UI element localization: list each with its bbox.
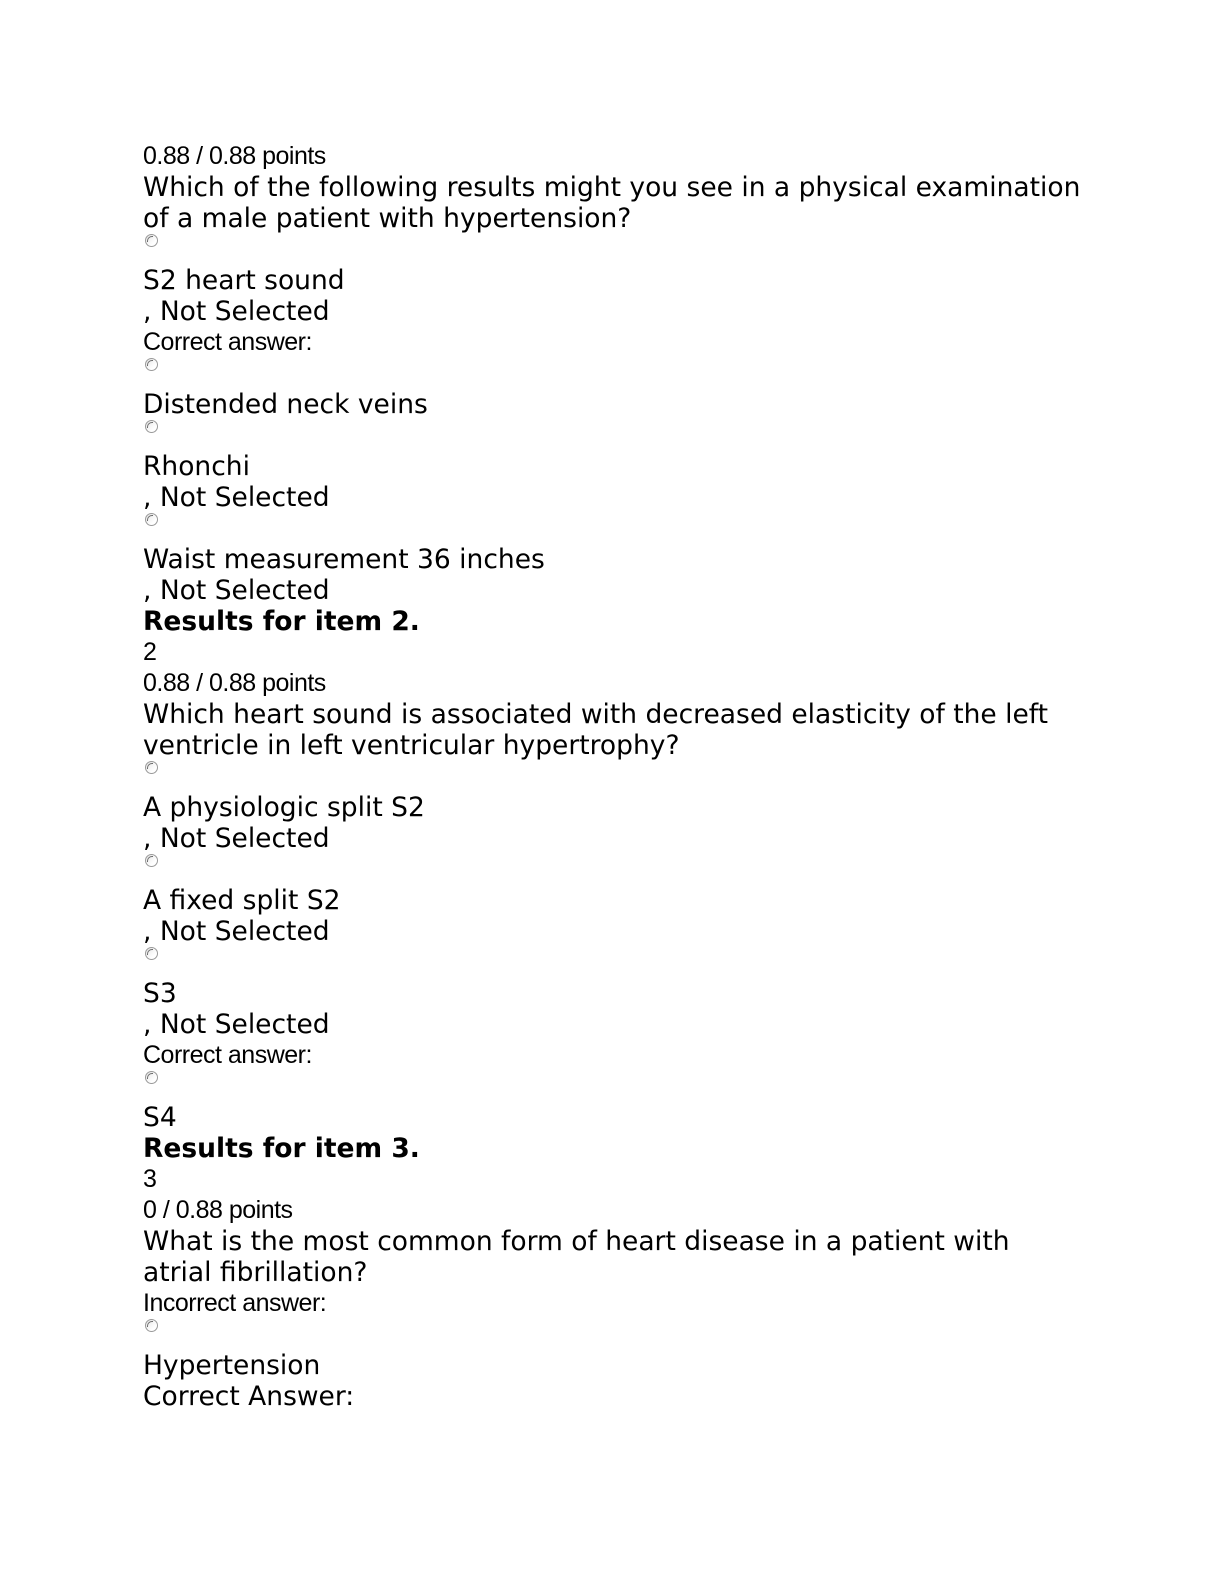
answer-radio-row <box>143 513 1103 544</box>
answer-radio-row <box>143 358 1103 389</box>
option-label: Hypertension <box>143 1350 321 1381</box>
radio-button-icon[interactable] <box>145 1071 158 1084</box>
option-status: , Not Selected <box>143 916 330 947</box>
item-3-question: What is the most common form of heart disease in a patient with atrial fibrillation? <box>143 1226 1010 1288</box>
option-label: Waist measurement 36 inches <box>143 544 545 575</box>
item-2-points: 0.88 / 0.88 points <box>143 669 326 697</box>
item-2-question: Which heart sound is associated with decreased elasticity of the left ventricle in left ventricular hypertrophy? <box>143 699 1049 761</box>
answer-radio-row <box>143 947 1103 978</box>
radio-button-icon[interactable] <box>145 947 158 960</box>
correct-answer-label: Correct answer: <box>143 1041 312 1069</box>
option-status: , Not Selected <box>143 575 330 606</box>
radio-button-icon[interactable] <box>145 513 158 526</box>
radio-button-icon[interactable] <box>145 420 158 433</box>
item-number: 2 <box>143 638 157 666</box>
item-2 <box>143 606 1103 1133</box>
results-heading: Results for item 3. <box>143 1133 420 1164</box>
answer-radio-row <box>143 420 1103 451</box>
item-3 <box>143 1133 1103 1412</box>
radio-button-icon[interactable] <box>145 234 158 247</box>
correct-answer-label: Correct answer: <box>143 328 312 356</box>
results-heading: Results for item 2. <box>143 606 420 637</box>
option-label: A physiologic split S2 <box>143 792 425 823</box>
answer-radio-row <box>143 854 1103 885</box>
item-number: 3 <box>143 1165 157 1193</box>
radio-button-icon[interactable] <box>145 1319 158 1332</box>
item-1-question: Which of the following results might you see in a physical examination of a male patient with hypertension? <box>143 172 1081 234</box>
quiz-results-document <box>143 141 1103 1412</box>
item-1 <box>143 141 1103 606</box>
option-label: S3 <box>143 978 177 1009</box>
option-label: S4 <box>143 1102 177 1133</box>
option-label: Distended neck veins <box>143 389 428 420</box>
answer-radio-row <box>143 761 1103 792</box>
answer-radio-row <box>143 234 1103 265</box>
option-status: , Not Selected <box>143 1009 330 1040</box>
answer-radio-row <box>143 1071 1103 1102</box>
option-status: , Not Selected <box>143 823 330 854</box>
option-status: , Not Selected <box>143 296 330 327</box>
radio-button-icon[interactable] <box>145 761 158 774</box>
radio-button-icon[interactable] <box>145 854 158 867</box>
item-1-points: 0.88 / 0.88 points <box>143 142 326 170</box>
correct-answer-label: Correct Answer: <box>143 1381 355 1412</box>
option-status: , Not Selected <box>143 482 330 513</box>
item-3-points: 0 / 0.88 points <box>143 1196 293 1224</box>
option-label: S2 heart sound <box>143 265 345 296</box>
radio-button-icon[interactable] <box>145 358 158 371</box>
answer-radio-row <box>143 1319 1103 1350</box>
option-label: A fixed split S2 <box>143 885 341 916</box>
option-label: Rhonchi <box>143 451 250 482</box>
incorrect-answer-label: Incorrect answer: <box>143 1289 327 1317</box>
